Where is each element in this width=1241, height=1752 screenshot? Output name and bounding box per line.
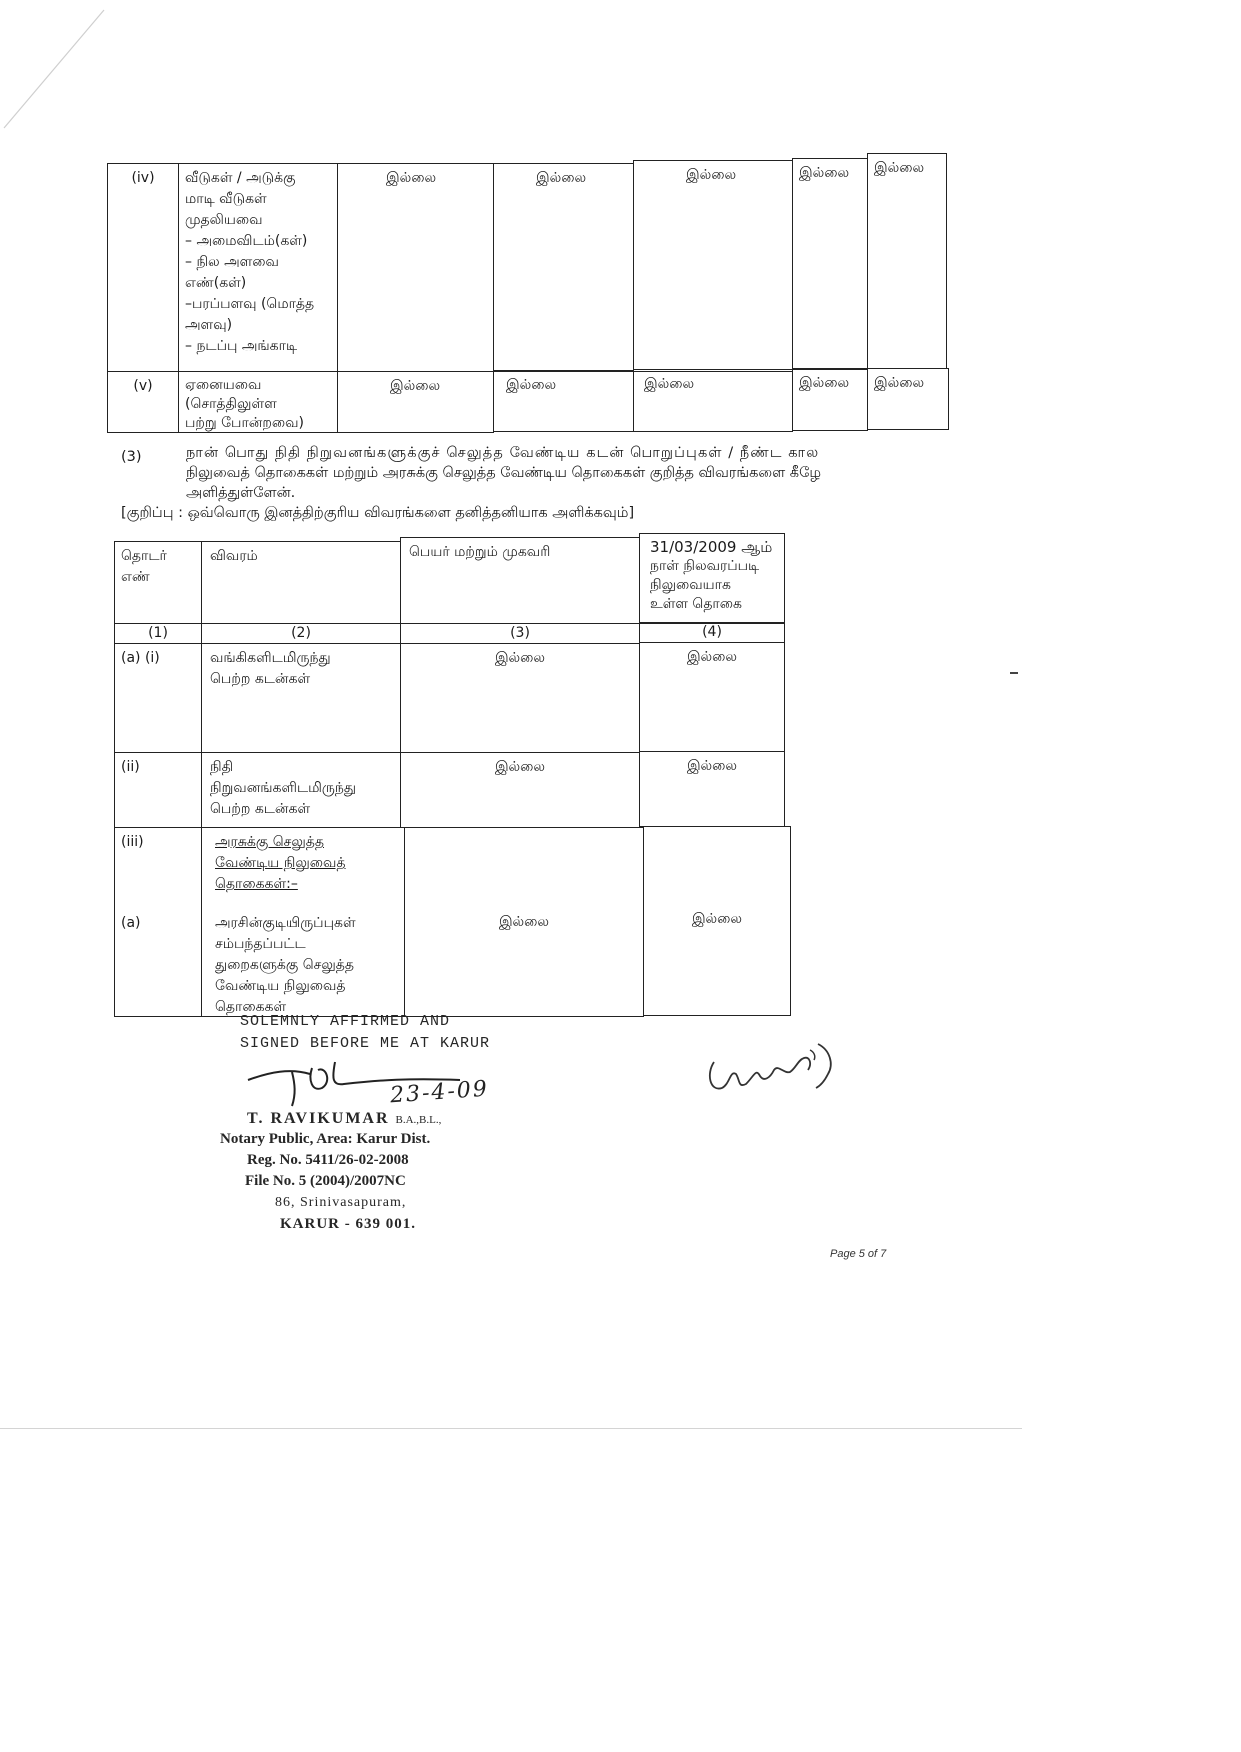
table-cell-value: இல்லை xyxy=(792,158,868,370)
table-cell-value: இல்லை xyxy=(639,751,785,827)
header-name-address: பெயர் மற்றும் முகவரி xyxy=(400,537,640,624)
desc-line: துறைகளுக்கு செலுத்த xyxy=(215,957,355,973)
paragraph-line: நான் பொது நிதி நிறுவனங்களுக்குச் செலுத்த வேண்டிய கடன் பொறுப்புகள் / நீண்ட கால xyxy=(186,445,820,461)
notary-address: 86, Srinivasapuram, xyxy=(275,1195,407,1210)
section-paragraph xyxy=(186,443,886,503)
table-cell-value: இல்லை xyxy=(867,368,949,430)
notary-name xyxy=(247,1110,441,1128)
attestation-line: SIGNED BEFORE ME AT KARUR xyxy=(240,1035,491,1052)
desc-line: வேண்டிய நிலுவைத் xyxy=(215,978,346,994)
desc-line: அரசின்குடியிருப்புகள் xyxy=(215,915,356,931)
table-cell-value: இல்லை xyxy=(400,643,640,753)
desc-line: மாடி வீடுகள் xyxy=(185,191,267,207)
table-cell-value: இல்லை xyxy=(400,752,640,828)
table-row-number: (ii) xyxy=(114,752,202,828)
table-row-number: (v) xyxy=(107,371,179,433)
table-row-number: (a) (i) xyxy=(114,643,202,753)
scan-artifact-corner-mark xyxy=(0,0,120,140)
notary-date: 23-4-09 xyxy=(389,1076,490,1109)
table-cell-value: இல்லை xyxy=(493,370,634,432)
table-cell-value: இல்லை xyxy=(792,368,868,431)
page-number: Page 5 of 7 xyxy=(830,1248,887,1260)
desc-line: அளவு) xyxy=(185,317,233,333)
desc-heading-line: அரசுக்கு செலுத்த xyxy=(215,834,324,850)
column-number: (3) xyxy=(400,623,640,644)
header-line: 31/03/2009 ஆம் xyxy=(650,538,773,556)
desc-line: நிதி xyxy=(210,759,234,775)
notary-file: File No. 5 (2004)/2007NC xyxy=(245,1173,406,1189)
header-line: தொடர் xyxy=(121,548,167,564)
paragraph-line: அளித்துள்ளேன். xyxy=(186,485,296,501)
table-cell-value: இல்லை xyxy=(867,153,947,369)
desc-line: முதலியவை xyxy=(185,212,263,228)
notary-address: KARUR - 639 001. xyxy=(280,1216,416,1232)
header-description: விவரம் xyxy=(201,541,401,624)
desc-line: பெற்ற கடன்கள் xyxy=(210,671,311,687)
scan-artifact-dash xyxy=(1010,672,1018,674)
desc-line: ஏனையவை xyxy=(185,377,262,393)
header-line: நிலுவையாக xyxy=(650,577,731,593)
table-cell-value: இல்லை xyxy=(404,827,644,1017)
table-row-description xyxy=(178,163,338,372)
table-row-description xyxy=(178,371,338,433)
desc-line: – நடப்பு அங்காடி xyxy=(185,338,298,354)
table-cell-value: இல்லை xyxy=(643,826,791,1016)
table-row-number: (iv) xyxy=(107,163,179,372)
table-row-description xyxy=(201,827,405,1017)
attestation-line: SOLEMNLY AFFIRMED AND xyxy=(240,1013,451,1030)
desc-line: தொகைகள் xyxy=(215,999,287,1015)
header-line: நாள் நிலவரப்படி xyxy=(650,558,760,574)
row-number-label: (iii) xyxy=(121,834,144,850)
notary-area: Notary Public, Area: Karur Dist. xyxy=(220,1131,431,1147)
column-number: (4) xyxy=(639,622,785,643)
notary-reg: Reg. No. 5411/26-02-2008 xyxy=(247,1152,409,1168)
scan-artifact-bottom-line xyxy=(0,1428,1022,1429)
desc-line: – அமைவிடம்(கள்) xyxy=(185,233,308,249)
table-cell-value: இல்லை xyxy=(337,163,494,372)
desc-line: வங்கிகளிடமிருந்து xyxy=(210,650,331,666)
desc-line: சம்பந்தப்பட்ட xyxy=(215,936,306,952)
section-number: (3) xyxy=(121,449,142,465)
table-cell-value: இல்லை xyxy=(639,642,785,752)
table-cell-value: இல்லை xyxy=(337,371,494,433)
header-line: எண் xyxy=(121,569,150,585)
desc-line: – நில அளவை xyxy=(185,254,279,270)
desc-heading-line: வேண்டிய நிலுவைத் xyxy=(215,855,346,871)
header-line: உள்ள தொகை xyxy=(650,596,742,612)
desc-line: நிறுவனங்களிடமிருந்து xyxy=(210,780,356,796)
desc-heading-line: தொகைகள்:– xyxy=(215,876,298,892)
desc-line: பெற்ற கடன்கள் xyxy=(210,801,311,817)
table-cell-value: இல்லை xyxy=(633,160,793,372)
section-note: [குறிப்பு : ஒவ்வொரு இனத்திற்குரிய விவரங்களை தனித்தனியாக அளிக்கவும்] xyxy=(121,505,635,521)
table-row-description xyxy=(201,643,401,753)
notary-degree: B.A.,B.L., xyxy=(395,1114,442,1126)
notary-name-text: T. RAVIKUMAR xyxy=(247,1110,390,1127)
desc-line: (சொத்திலுள்ள xyxy=(185,396,277,412)
table-cell-value: இல்லை xyxy=(633,369,793,432)
row-subnumber-label: (a) xyxy=(121,915,141,931)
table-row-number xyxy=(114,827,202,1017)
header-serial-no xyxy=(114,541,202,624)
column-number: (2) xyxy=(201,623,401,644)
desc-line: வீடுகள் / அடுக்கு xyxy=(185,170,296,186)
desc-line: எண்(கள்) xyxy=(185,275,247,291)
desc-line: பற்று போன்றவை) xyxy=(185,415,304,431)
deponent-signature xyxy=(700,1030,850,1110)
table-cell-value: இல்லை xyxy=(493,163,634,372)
desc-line: –பரப்பளவு (மொத்த xyxy=(185,296,315,312)
column-number: (1) xyxy=(114,623,202,644)
header-amount xyxy=(639,533,785,624)
paragraph-line: நிலுவைத் தொகைகள் மற்றும் அரசுக்கு செலுத்த வேண்டிய தொகைகள் குறித்த விவரங்களை கீழே xyxy=(186,465,822,481)
table-row-description xyxy=(201,752,401,828)
